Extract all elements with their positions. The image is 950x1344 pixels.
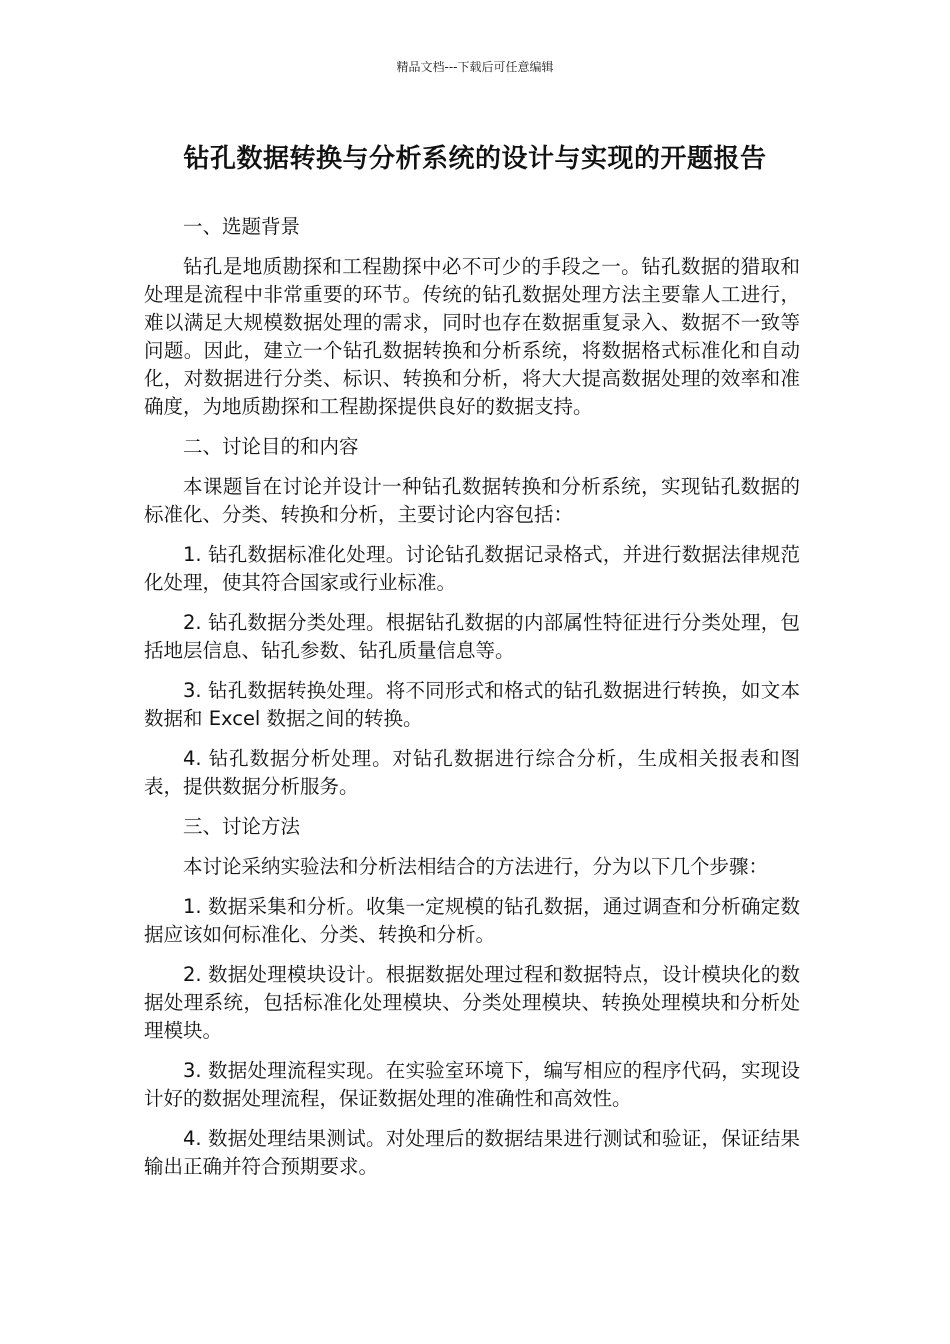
list-item-data-collection: 1. 数据采集和分析。收集一定规模的钻孔数据，通过调查和分析确定数据应该如何标准化、分类、转换和分析。 — [144, 895, 800, 946]
paragraph-methods-intro: 本讨论采纳实验法和分析法相结合的方法进行，分为以下几个步骤： — [183, 855, 769, 878]
section-heading-methods: 三、讨论方法 — [183, 815, 301, 838]
list-item-flow-implementation: 3. 数据处理流程实现。在实验室环境下，编写相应的程序代码，实现设计好的数据处理流程，保证数据处理的准确性和高效性。 — [144, 1059, 800, 1110]
list-item-module-design: 2. 数据处理模块设计。根据数据处理过程和数据特点，设计模块化的数据处理系统，包括标准化处理模块、分类处理模块、转换处理模块和分析处理模块。 — [144, 963, 800, 1042]
paragraph-objectives-intro: 本课题旨在讨论并设计一种钻孔数据转换和分析系统，实现钻孔数据的标准化、分类、转换和分析，主要讨论内容包括： — [144, 475, 800, 526]
list-item-conversion: 3. 钻孔数据转换处理。将不同形式和格式的钻孔数据进行转换，如文本数据和 Excel 数据之间的转换。 — [144, 679, 800, 730]
list-item-classification: 2. 钻孔数据分类处理。根据钻孔数据的内部属性特征进行分类处理，包括地层信息、钻孔参数、钻孔质量信息等。 — [144, 611, 800, 662]
list-item-result-testing: 4. 数据处理结果测试。对处理后的数据结果进行测试和验证，保证结果输出正确并符合预期要求。 — [144, 1127, 800, 1178]
section-heading-objectives: 二、讨论目的和内容 — [183, 435, 359, 458]
list-item-standardization: 1. 钻孔数据标准化处理。讨论钻孔数据记录格式，并进行数据法律规范化处理，使其符合国家或行业标准。 — [144, 543, 800, 594]
section-heading-background: 一、选题背景 — [183, 215, 301, 238]
page-header: 精品文档---下载后可任意编辑 — [396, 60, 554, 74]
paragraph-background: 钻孔是地质勘探和工程勘探中必不可少的手段之一。钻孔数据的猎取和处理是流程中非常重要的环节。传统的钻孔数据处理方法主要靠人工进行，难以满足大规模数据处理的需求，同时也存在数据重复录入、数据不一致等问题。因此，建立一个钻孔数据转换和分析系统，将数据格式标准化和自动化，对数据进行分类、标识、转换和分析，将大大提高数据处理的效率和准确度，为地质勘探和工程勘探提供良好的数据支持。 — [144, 255, 800, 418]
list-item-analysis: 4. 钻孔数据分析处理。对钻孔数据进行综合分析，生成相关报表和图表，提供数据分析服务。 — [144, 747, 800, 798]
document-body — [144, 213, 800, 1193]
document-title: 钻孔数据转换与分析系统的设计与实现的开题报告 — [183, 144, 767, 174]
